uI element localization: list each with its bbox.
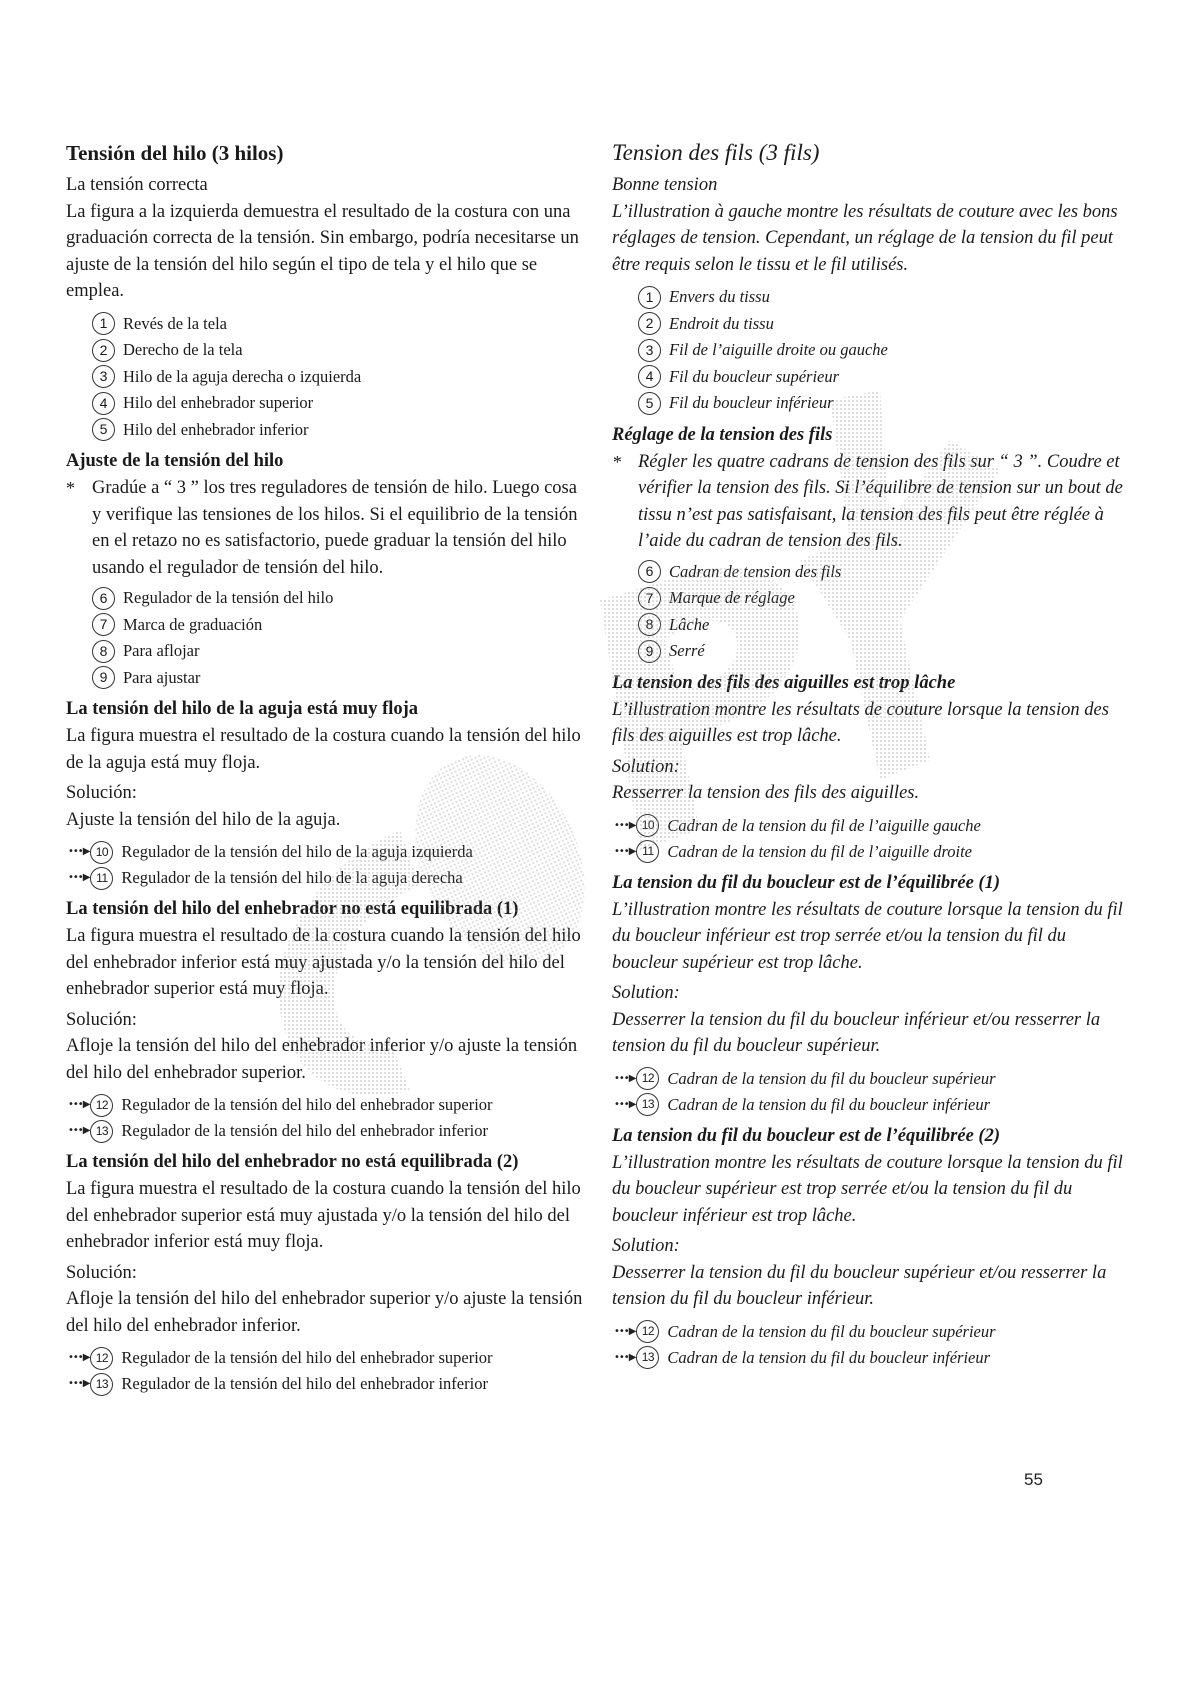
arrow-icon: •••▶ — [614, 1072, 636, 1084]
arrow-icon: •••▶ — [68, 1352, 90, 1363]
list-item: 1 Revés de la tela — [92, 311, 588, 338]
list-item: 9 Serré — [638, 638, 1132, 665]
sec1-solution: Ajuste la tensión del hilo de la aguja. — [66, 809, 341, 830]
number-marker: 1 — [638, 286, 661, 309]
arrow-icon: •••▶ — [68, 872, 90, 883]
french-column — [612, 140, 1132, 1377]
list-item: 7 Marca de graduación — [92, 612, 588, 639]
section-title: Tensión del hilo (3 hilos) — [66, 141, 284, 165]
number-marker: 7 — [92, 613, 115, 636]
intro-text: L’illustration à gauche montre les résultats de couture avec les bons réglages de tension. Cependant, un réglage de la tension du fil peut être requis selon le tissu et le fil utilisés. — [612, 201, 1118, 275]
list-item: 8 Lâche — [638, 612, 1132, 639]
sec1-heading: La tensión del hilo de la aguja está muy floja — [66, 699, 419, 719]
number-marker: 2 — [638, 312, 661, 335]
sec2-solution-label: Solution: — [612, 983, 680, 1003]
legend-list — [612, 284, 1132, 417]
number-marker: 11 — [636, 840, 659, 863]
sec2-refs — [612, 1066, 1132, 1118]
sec2-solution-label: Solución: — [66, 1009, 137, 1030]
sec3-solution-label: Solution: — [612, 1236, 680, 1256]
number-marker: 13 — [636, 1346, 659, 1369]
page-number: 55 — [1024, 1470, 1043, 1489]
adjust-bullet — [612, 449, 1132, 555]
arrow-icon: •••▶ — [614, 1098, 636, 1110]
number-marker: 12 — [90, 1347, 113, 1370]
sec3-text: L’illustration montre les résultats de couture lorsque la tension du fil du boucleur supérieur est trop serrée et/ou la tension du fil du boucleur inférieur est trop lâche. — [612, 1152, 1123, 1226]
number-marker: 8 — [638, 613, 661, 636]
list-item: 3 Fil de l’aiguille droite ou gauche — [638, 337, 1132, 364]
number-marker: 8 — [92, 640, 115, 663]
adjust-heading: Réglage de la tension des fils — [612, 424, 833, 445]
list-item: •••▶ 10 Cadran de la tension du fil de l’aiguille gauche — [614, 813, 1132, 839]
number-marker: 12 — [90, 1094, 113, 1117]
list-item: 7 Marque de réglage — [638, 585, 1132, 612]
list-item: 5 Hilo del enhebrador inferior — [92, 417, 588, 444]
list-item: •••▶ 13 Regulador de la tensión del hilo del enhebrador inferior — [68, 1118, 588, 1144]
arrow-icon: •••▶ — [614, 819, 636, 831]
sec2-text: L’illustration montre les résultats de couture lorsque la tension du fil du boucleur inférieur est trop serrée et/ou la tension du fil du boucleur supérieur est trop lâche. — [612, 899, 1123, 973]
sec1-text: L’illustration montre les résultats de couture lorsque la tension des fils des aiguilles est trop lâche. — [612, 699, 1109, 746]
sec3-refs — [612, 1319, 1132, 1371]
arrow-icon: •••▶ — [68, 1378, 90, 1389]
sec2-heading: La tension du fil du boucleur est de l’équilibrée (1) — [612, 872, 1000, 893]
list-item: 6 Regulador de la tensión del hilo — [92, 585, 588, 612]
legend-list-2 — [66, 585, 588, 691]
sec3-text: La figura muestra el resultado de la costura cuando la tensión del hilo del enhebrador superior está muy ajustada y/o la tensión del hilo del enhebrador inferior está muy floja. — [66, 1179, 581, 1252]
number-marker: 5 — [638, 392, 661, 415]
arrow-icon: •••▶ — [614, 845, 636, 857]
number-marker: 10 — [90, 841, 113, 864]
section-title: Tension des fils (3 fils) — [612, 140, 820, 165]
adjust-text: Gradúe a “ 3 ” los tres reguladores de tensión de hilo. Luego cosa y verifique las tensiones de los hilos. Si el equilibrio de la tensión en el retazo no es satisfactorio, puede graduar la tensión del hilo usando el regulador de tensión del hilo. — [92, 478, 578, 578]
adjust-bullet — [66, 475, 588, 581]
sec2-heading: La tensión del hilo del enhebrador no está equilibrada (1) — [66, 899, 519, 919]
arrow-icon: •••▶ — [614, 1325, 636, 1337]
number-marker: 13 — [636, 1093, 659, 1116]
number-marker: 2 — [92, 339, 115, 362]
spanish-column — [66, 140, 588, 1403]
sec1-solution-label: Solution: — [612, 756, 680, 777]
number-marker: 3 — [638, 339, 661, 362]
list-item: •••▶ 13 Cadran de la tension du fil du boucleur inférieur — [614, 1345, 1132, 1371]
number-marker: 7 — [638, 587, 661, 610]
number-marker: 1 — [92, 312, 115, 335]
list-item: 2 Derecho de la tela — [92, 337, 588, 364]
list-item: 3 Hilo de la aguja derecha o izquierda — [92, 364, 588, 391]
number-marker: 12 — [636, 1067, 659, 1090]
intro-label: La tensión correcta — [66, 175, 208, 195]
list-item: 9 Para ajustar — [92, 665, 588, 692]
number-marker: 9 — [92, 666, 115, 689]
number-marker: 4 — [92, 392, 115, 415]
list-item: 4 Hilo del enhebrador superior — [92, 390, 588, 417]
list-item: •••▶ 12 Regulador de la tensión del hilo del enhebrador superior — [68, 1345, 588, 1371]
list-item: •••▶ 12 Cadran de la tension du fil du boucleur supérieur — [614, 1319, 1132, 1345]
list-item: 5 Fil du boucleur inférieur — [638, 390, 1132, 417]
list-item: 8 Para aflojar — [92, 638, 588, 665]
list-item: •••▶ 13 Cadran de la tension du fil du boucleur inférieur — [614, 1092, 1132, 1118]
number-marker: 13 — [90, 1373, 113, 1396]
intro-label: Bonne tension — [612, 175, 718, 195]
number-marker: 3 — [92, 365, 115, 388]
number-marker: 12 — [636, 1320, 659, 1343]
sec1-heading: La tension des fils des aiguilles est trop lâche — [612, 672, 956, 693]
list-item: •••▶ 10 Regulador de la tensión del hilo de la aguja izquierda — [68, 839, 588, 865]
sec1-solution-label: Solución: — [66, 783, 137, 803]
list-item: •••▶ 12 Regulador de la tensión del hilo del enhebrador superior — [68, 1092, 588, 1118]
arrow-icon: •••▶ — [614, 1351, 636, 1363]
sec2-text: La figura muestra el resultado de la costura cuando la tensión del hilo del enhebrador inferior está muy ajustada y/o la tensión del hilo del enhebrador superior está muy floja. — [66, 926, 581, 999]
list-item: •••▶ 12 Cadran de la tension du fil du boucleur supérieur — [614, 1066, 1132, 1092]
list-item: 4 Fil du boucleur supérieur — [638, 364, 1132, 391]
sec2-solution: Afloje la tensión del hilo del enhebrador inferior y/o ajuste la tensión del hilo del enhebrador superior. — [66, 1036, 578, 1083]
arrow-icon: •••▶ — [68, 1125, 90, 1136]
sec3-solution-label: Solución: — [66, 1262, 137, 1283]
sec1-solution: Resserrer la tension des fils des aiguilles. — [612, 783, 920, 803]
number-marker: 11 — [90, 867, 113, 890]
list-item: 6 Cadran de tension des fils — [638, 559, 1132, 586]
number-marker: 9 — [638, 640, 661, 663]
number-marker: 6 — [92, 587, 115, 610]
list-item: •••▶ 11 Regulador de la tensión del hilo de la aguja derecha — [68, 865, 588, 891]
sec3-solution: Desserrer la tension du fil du boucleur supérieur et/ou resserrer la tension du fil du boucleur inférieur. — [612, 1262, 1107, 1309]
sec3-refs — [66, 1345, 588, 1397]
list-item: 1 Envers du tissu — [638, 284, 1132, 311]
number-marker: 10 — [636, 814, 659, 837]
asterisk-icon: * — [66, 478, 75, 498]
sec1-text: La figura muestra el resultado de la costura cuando la tensión del hilo de la aguja está muy floja. — [66, 726, 581, 773]
arrow-icon: •••▶ — [68, 1099, 90, 1110]
sec3-heading: La tensión del hilo del enhebrador no está equilibrada (2) — [66, 1152, 519, 1172]
sec3-heading: La tension du fil du boucleur est de l’équilibrée (2) — [612, 1125, 1000, 1146]
legend-list — [66, 311, 588, 444]
number-marker: 6 — [638, 560, 661, 583]
sec1-refs — [612, 813, 1132, 865]
sec2-refs — [66, 1092, 588, 1144]
list-item: •••▶ 13 Regulador de la tensión del hilo del enhebrador inferior — [68, 1371, 588, 1397]
number-marker: 4 — [638, 365, 661, 388]
number-marker: 13 — [90, 1120, 113, 1143]
list-item: 2 Endroit du tissu — [638, 311, 1132, 338]
legend-list-2 — [612, 559, 1132, 665]
arrow-icon: •••▶ — [68, 846, 90, 857]
sec2-solution: Desserrer la tension du fil du boucleur inférieur et/ou resserrer la tension du fil du boucleur supérieur. — [612, 1009, 1101, 1056]
adjust-text: Régler les quatre cadrans de tension des fils sur “ 3 ”. Coudre et vérifier la tension des fils. Si l’équilibre de tension sur un bout de tissu n’est pas satisfaisant, la tension des fils peut être réglée à l’aide du cadran de tension des fils. — [638, 451, 1123, 551]
sec1-refs — [66, 839, 588, 891]
number-marker: 5 — [92, 418, 115, 441]
list-item: •••▶ 11 Cadran de la tension du fil de l’aiguille droite — [614, 839, 1132, 865]
asterisk-icon: * — [612, 451, 621, 472]
intro-text: La figura a la izquierda demuestra el resultado de la costura con una graduación correcta de la tensión. Sin embargo, podría necesitarse un ajuste de la tensión del hilo según el tipo de tela y el hilo que se emplea. — [66, 201, 579, 301]
sec3-solution: Afloje la tensión del hilo del enhebrador superior y/o ajuste la tensión del hilo del enhebrador inferior. — [66, 1289, 583, 1336]
adjust-heading: Ajuste de la tensión del hilo — [66, 451, 284, 471]
